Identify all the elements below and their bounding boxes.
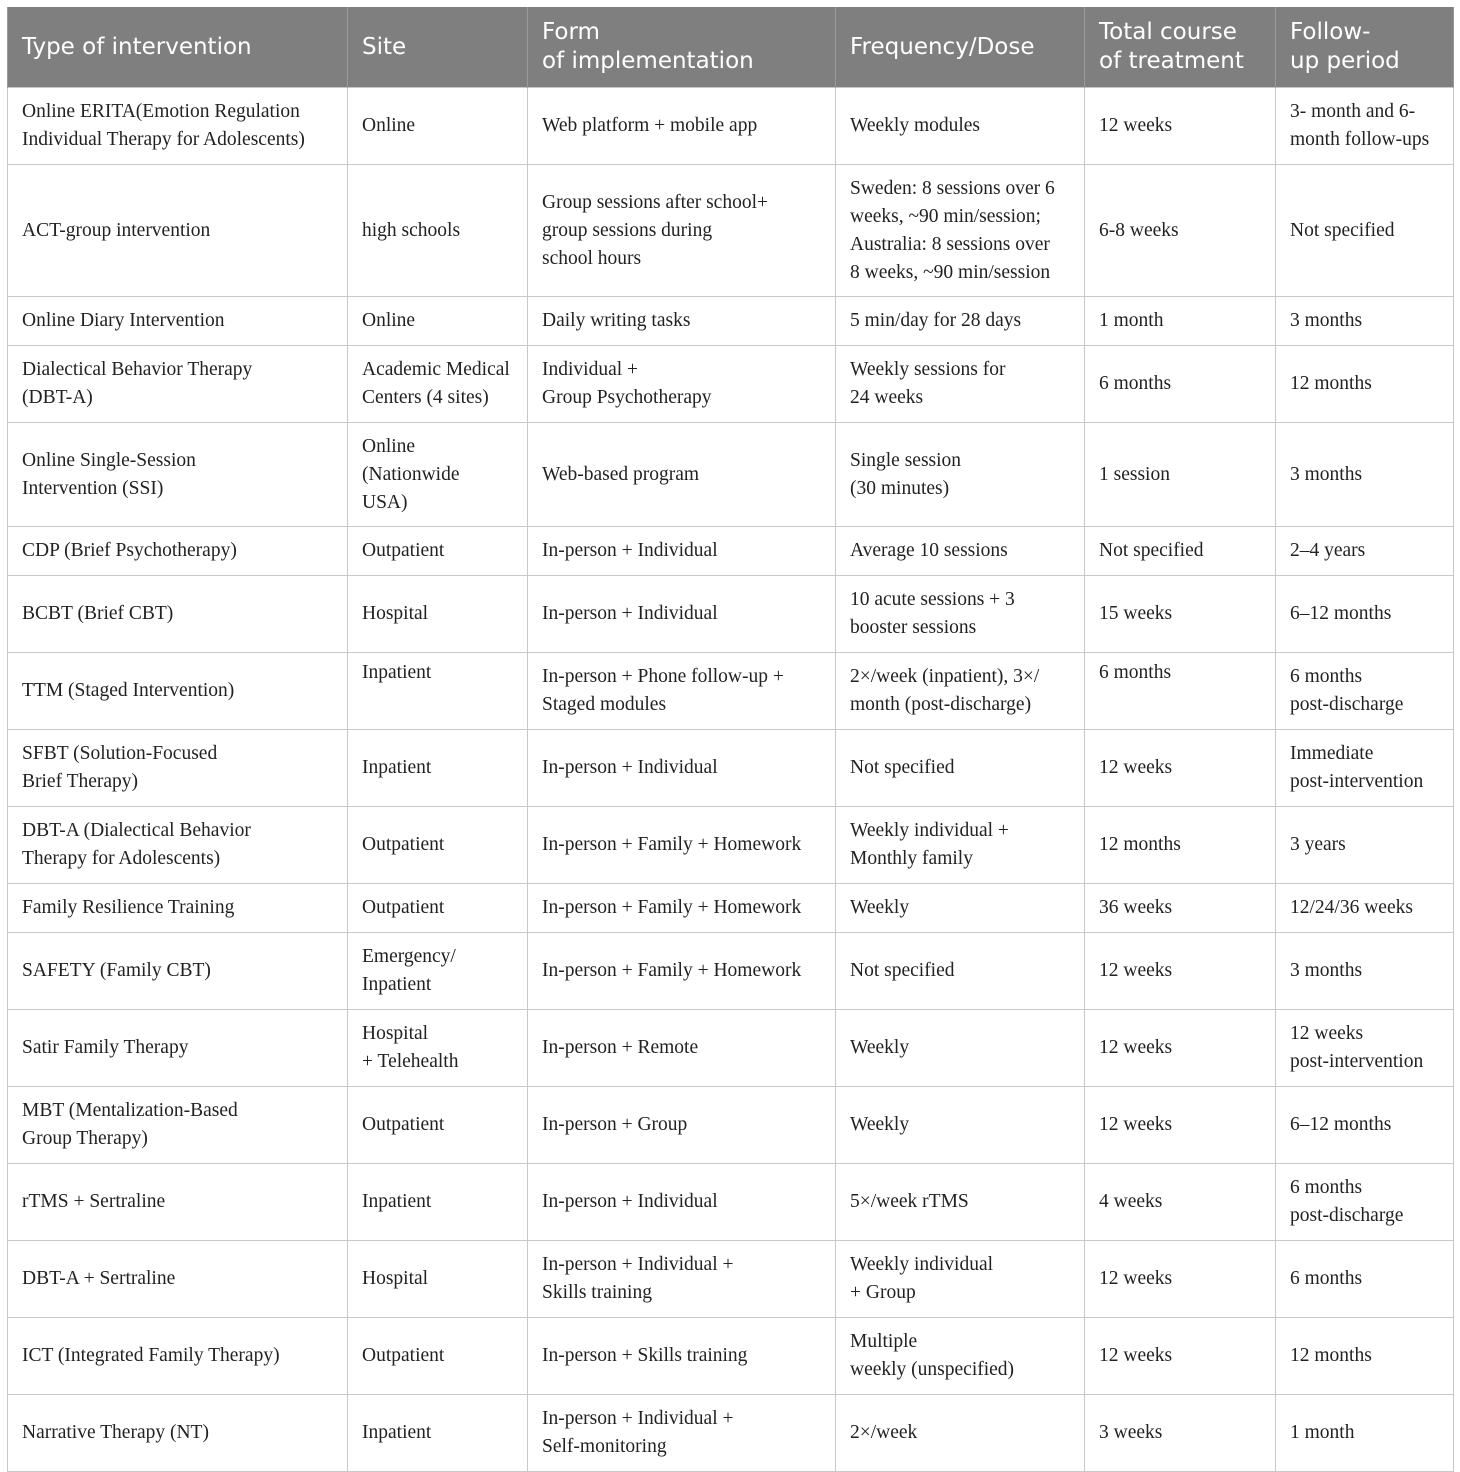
column-header: Type of intervention bbox=[8, 7, 348, 88]
table-cell: Individual + Group Psychotherapy bbox=[528, 346, 836, 423]
table-row bbox=[8, 527, 1454, 576]
table-cell: 12 weeks bbox=[1085, 730, 1276, 807]
table-row bbox=[8, 297, 1454, 346]
table-cell: 3 months bbox=[1276, 297, 1454, 346]
table-cell: Group sessions after school+ group sessions during school hours bbox=[528, 165, 836, 297]
table-cell: 1 session bbox=[1085, 423, 1276, 527]
table-cell: rTMS + Sertraline bbox=[8, 1164, 348, 1241]
table-cell: 3 months bbox=[1276, 423, 1454, 527]
table-cell: 6-8 weeks bbox=[1085, 165, 1276, 297]
table-cell: In-person + Individual bbox=[528, 576, 836, 653]
table-cell: In-person + Individual bbox=[528, 730, 836, 807]
column-header: Form of implementation bbox=[528, 7, 836, 88]
table-cell: Hospital + Telehealth bbox=[348, 1010, 528, 1087]
table-container bbox=[7, 7, 1453, 1472]
table-cell: 12 weeks bbox=[1085, 88, 1276, 165]
table-cell: Inpatient bbox=[348, 653, 528, 730]
table-row bbox=[8, 884, 1454, 933]
column-header: Site bbox=[348, 7, 528, 88]
table-cell: 12 weeks bbox=[1085, 1010, 1276, 1087]
table-cell: 6 months bbox=[1276, 1241, 1454, 1318]
table-cell: Academic Medical Centers (4 sites) bbox=[348, 346, 528, 423]
table-cell: 2×/week (inpatient), 3×/ month (post-discharge) bbox=[836, 653, 1085, 730]
table-cell: 10 acute sessions + 3 booster sessions bbox=[836, 576, 1085, 653]
table-cell: Immediate post-intervention bbox=[1276, 730, 1454, 807]
table-cell: Online Diary Intervention bbox=[8, 297, 348, 346]
column-header: Follow- up period bbox=[1276, 7, 1454, 88]
table-cell: 3 weeks bbox=[1085, 1395, 1276, 1472]
interventions-table bbox=[7, 7, 1454, 1472]
table-cell: high schools bbox=[348, 165, 528, 297]
table-cell: 6–12 months bbox=[1276, 1087, 1454, 1164]
table-cell: 6 months bbox=[1085, 346, 1276, 423]
header-row bbox=[8, 7, 1454, 88]
table-cell: Dialectical Behavior Therapy (DBT-A) bbox=[8, 346, 348, 423]
table-cell: Sweden: 8 sessions over 6 weeks, ~90 min/session; Australia: 8 sessions over 8 weeks, ~90 min/session bbox=[836, 165, 1085, 297]
table-cell: Daily writing tasks bbox=[528, 297, 836, 346]
table-cell: In-person + Individual bbox=[528, 1164, 836, 1241]
table-cell: 1 month bbox=[1276, 1395, 1454, 1472]
table-cell: Web-based program bbox=[528, 423, 836, 527]
table-cell: Not specified bbox=[1276, 165, 1454, 297]
table-cell: Not specified bbox=[836, 933, 1085, 1010]
table-cell: Web platform + mobile app bbox=[528, 88, 836, 165]
table-cell: Inpatient bbox=[348, 730, 528, 807]
table-cell: SFBT (Solution-Focused Brief Therapy) bbox=[8, 730, 348, 807]
table-cell: Weekly bbox=[836, 1010, 1085, 1087]
table-cell: Online bbox=[348, 297, 528, 346]
table-cell: 12 weeks bbox=[1085, 1241, 1276, 1318]
table-row bbox=[8, 346, 1454, 423]
table-cell: Weekly individual + Monthly family bbox=[836, 807, 1085, 884]
table-cell: In-person + Individual bbox=[528, 527, 836, 576]
table-row bbox=[8, 1010, 1454, 1087]
table-cell: 12/24/36 weeks bbox=[1276, 884, 1454, 933]
table-cell: In-person + Remote bbox=[528, 1010, 836, 1087]
table-row bbox=[8, 88, 1454, 165]
table-body bbox=[8, 88, 1454, 1472]
table-cell: In-person + Group bbox=[528, 1087, 836, 1164]
table-cell: 6 months post-discharge bbox=[1276, 1164, 1454, 1241]
table-cell: 12 weeks post-intervention bbox=[1276, 1010, 1454, 1087]
table-cell: DBT-A + Sertraline bbox=[8, 1241, 348, 1318]
table-cell: 2×/week bbox=[836, 1395, 1085, 1472]
table-cell: 5×/week rTMS bbox=[836, 1164, 1085, 1241]
table-cell: Average 10 sessions bbox=[836, 527, 1085, 576]
table-row bbox=[8, 653, 1454, 730]
table-cell: DBT-A (Dialectical Behavior Therapy for Adolescents) bbox=[8, 807, 348, 884]
table-cell: 6 months post-discharge bbox=[1276, 653, 1454, 730]
table-cell: 6 months bbox=[1085, 653, 1276, 730]
table-row bbox=[8, 423, 1454, 527]
table-row bbox=[8, 1164, 1454, 1241]
table-cell: Weekly modules bbox=[836, 88, 1085, 165]
table-cell: Inpatient bbox=[348, 1395, 528, 1472]
column-header: Total course of treatment bbox=[1085, 7, 1276, 88]
table-cell: Outpatient bbox=[348, 1318, 528, 1395]
table-cell: Online bbox=[348, 88, 528, 165]
table-cell: Emergency/ Inpatient bbox=[348, 933, 528, 1010]
table-cell: 1 month bbox=[1085, 297, 1276, 346]
table-cell: Hospital bbox=[348, 576, 528, 653]
table-cell: Not specified bbox=[836, 730, 1085, 807]
table-cell: Inpatient bbox=[348, 1164, 528, 1241]
table-cell: Weekly bbox=[836, 1087, 1085, 1164]
table-row bbox=[8, 1241, 1454, 1318]
table-cell: 15 weeks bbox=[1085, 576, 1276, 653]
table-cell: 12 weeks bbox=[1085, 1087, 1276, 1164]
table-cell: Single session (30 minutes) bbox=[836, 423, 1085, 527]
table-cell: Satir Family Therapy bbox=[8, 1010, 348, 1087]
table-cell: 5 min/day for 28 days bbox=[836, 297, 1085, 346]
table-cell: In-person + Family + Homework bbox=[528, 807, 836, 884]
table-cell: 3 months bbox=[1276, 933, 1454, 1010]
table-cell: Family Resilience Training bbox=[8, 884, 348, 933]
table-cell: Not specified bbox=[1085, 527, 1276, 576]
table-cell: Online Single-Session Intervention (SSI) bbox=[8, 423, 348, 527]
table-cell: 3- month and 6- month follow-ups bbox=[1276, 88, 1454, 165]
table-cell: Weekly sessions for 24 weeks bbox=[836, 346, 1085, 423]
table-row bbox=[8, 933, 1454, 1010]
table-cell: Weekly bbox=[836, 884, 1085, 933]
table-cell: 2–4 years bbox=[1276, 527, 1454, 576]
table-cell: MBT (Mentalization-Based Group Therapy) bbox=[8, 1087, 348, 1164]
table-cell: ACT-group intervention bbox=[8, 165, 348, 297]
table-cell: 36 weeks bbox=[1085, 884, 1276, 933]
table-row bbox=[8, 1395, 1454, 1472]
table-cell: 3 years bbox=[1276, 807, 1454, 884]
table-cell: Online ERITA(Emotion Regulation Individual Therapy for Adolescents) bbox=[8, 88, 348, 165]
table-row bbox=[8, 165, 1454, 297]
table-cell: Online (Nationwide USA) bbox=[348, 423, 528, 527]
table-row bbox=[8, 730, 1454, 807]
table-row bbox=[8, 1318, 1454, 1395]
table-row bbox=[8, 1087, 1454, 1164]
table-cell: In-person + Individual + Self-monitoring bbox=[528, 1395, 836, 1472]
table-cell: In-person + Skills training bbox=[528, 1318, 836, 1395]
table-cell: ICT (Integrated Family Therapy) bbox=[8, 1318, 348, 1395]
table-cell: Outpatient bbox=[348, 527, 528, 576]
table-cell: Narrative Therapy (NT) bbox=[8, 1395, 348, 1472]
table-cell: Outpatient bbox=[348, 884, 528, 933]
table-row bbox=[8, 576, 1454, 653]
table-cell: Multiple weekly (unspecified) bbox=[836, 1318, 1085, 1395]
table-cell: Hospital bbox=[348, 1241, 528, 1318]
column-header: Frequency/Dose bbox=[836, 7, 1085, 88]
table-cell: 12 weeks bbox=[1085, 933, 1276, 1010]
table-cell: In-person + Family + Homework bbox=[528, 933, 836, 1010]
table-cell: Outpatient bbox=[348, 1087, 528, 1164]
table-cell: CDP (Brief Psychotherapy) bbox=[8, 527, 348, 576]
table-cell: TTM (Staged Intervention) bbox=[8, 653, 348, 730]
table-cell: In-person + Individual + Skills training bbox=[528, 1241, 836, 1318]
table-cell: 4 weeks bbox=[1085, 1164, 1276, 1241]
table-row bbox=[8, 807, 1454, 884]
table-cell: Weekly individual + Group bbox=[836, 1241, 1085, 1318]
table-cell: 6–12 months bbox=[1276, 576, 1454, 653]
table-cell: BCBT (Brief CBT) bbox=[8, 576, 348, 653]
table-cell: 12 months bbox=[1085, 807, 1276, 884]
table-cell: SAFETY (Family CBT) bbox=[8, 933, 348, 1010]
table-cell: 12 months bbox=[1276, 346, 1454, 423]
table-cell: 12 weeks bbox=[1085, 1318, 1276, 1395]
table-cell: 12 months bbox=[1276, 1318, 1454, 1395]
table-cell: In-person + Family + Homework bbox=[528, 884, 836, 933]
table-cell: In-person + Phone follow-up + Staged modules bbox=[528, 653, 836, 730]
table-cell: Outpatient bbox=[348, 807, 528, 884]
